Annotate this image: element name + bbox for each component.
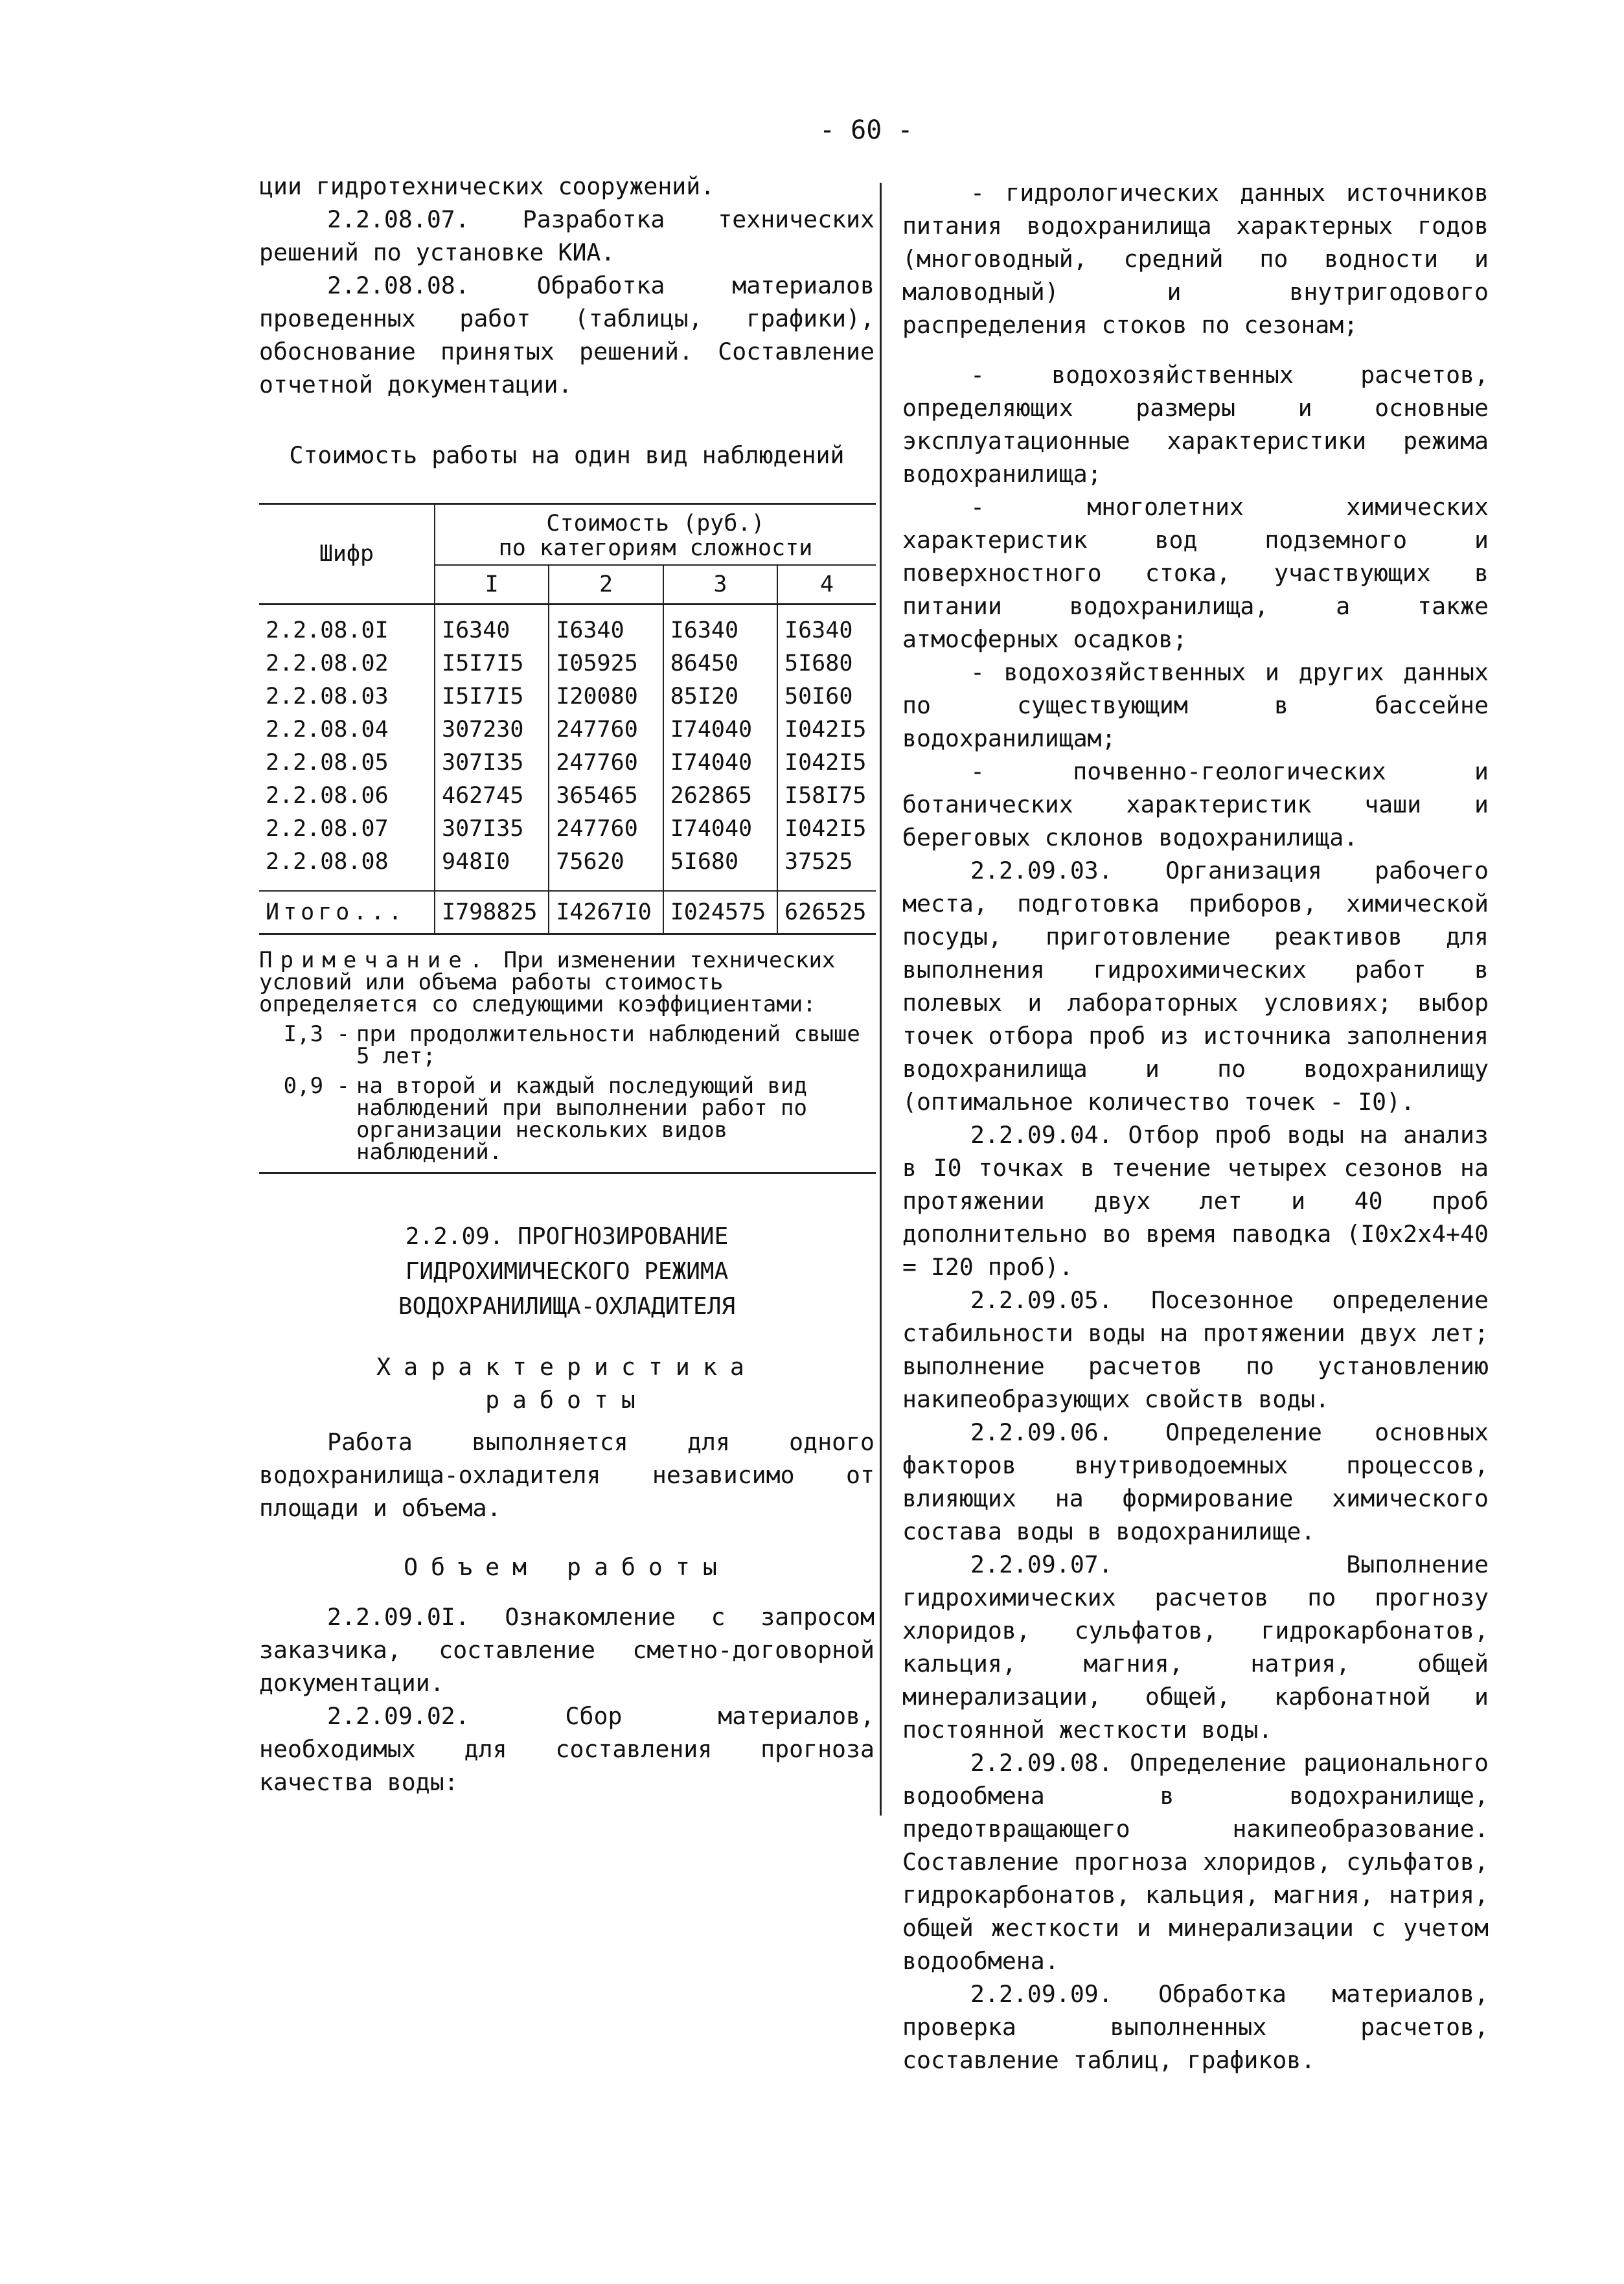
paragraph-continuation: ции гидротехнических сооружений.: [259, 172, 715, 200]
cell-value: 462745: [435, 779, 549, 813]
total-value: I798825: [435, 891, 549, 934]
header-cost-line1: Стоимость (руб.): [546, 511, 765, 536]
table-row: [259, 647, 876, 680]
section-title-line: ГИДРОХИМИЧЕСКОГО РЕЖИМА: [405, 1258, 729, 1285]
total-value: I4267I0: [549, 891, 663, 934]
table-row: [259, 813, 876, 846]
note-label: Примечание.: [259, 947, 491, 973]
header-cost: [435, 504, 876, 566]
paragraph-2-2-09-01: 2.2.09.0I. Ознакомление с запросом заказчика, составление сметно-договорной документации.: [259, 1603, 875, 1697]
row-code: 2.2.08.07: [266, 816, 389, 842]
row-code: 2.2.08.05: [266, 750, 389, 776]
cell-value: I05925: [549, 647, 663, 680]
cell-value: 307I35: [435, 746, 549, 779]
table-header-row: [259, 504, 876, 566]
cell-value: 50I60: [777, 680, 876, 713]
cost-table-wrap: [259, 503, 876, 935]
cell-value: I5I7I5: [435, 680, 549, 713]
coefficient-text: на второй и каждый последующий вид наблюдений при выполнении работ по организации нескольких видов наблюдений.: [356, 1073, 807, 1165]
row-code: 2.2.08.04: [266, 717, 389, 743]
cell-value: I042I5: [777, 746, 876, 779]
cell-value: I74040: [663, 746, 777, 779]
cell-value: I042I5: [777, 713, 876, 746]
cell-value: 75620: [549, 846, 663, 891]
cell-value: 37525: [777, 846, 876, 891]
table-row: [259, 605, 876, 648]
paragraph-2-2-09-06: 2.2.09.06. Определение основных факторов внутриводоемных процессов, влияющих на формирование химического состава воды в водохранилище.: [902, 1418, 1489, 1545]
coefficient-text: при продолжительности наблюдений свыше 5 лет;: [356, 1021, 860, 1069]
paragraph-2-2-09-09: 2.2.09.09. Обработка материалов, проверка выполненных расчетов, составление таблиц, графиков.: [902, 1980, 1489, 2074]
section-title-line: ВОДОХРАНИЛИЩА-ОХЛАДИТЕЛЯ: [398, 1293, 736, 1320]
cost-table: [259, 503, 876, 935]
note-text: При изменении технических условий или объема работы стоимость определяется со следующими коэффициентами:: [259, 947, 836, 1017]
table-row: [259, 680, 876, 713]
cell-value: I5I7I5: [435, 647, 549, 680]
row-code: 2.2.08.03: [266, 684, 389, 709]
cell-value: 307230: [435, 713, 549, 746]
paragraph-2-2-09-08: 2.2.09.08. Определение рационального водообмена в водохранилище, предотвращающего накипеобразование. Составление прогноза хлоридов, сульфатов, гидрокарбонатов, кальция, магния, натрия, общей жесткости и минерализации с учетом водообмена.: [902, 1749, 1489, 1975]
cell-value: I6340: [435, 605, 549, 648]
cell-value: 247760: [549, 813, 663, 846]
cell-value: 262865: [663, 779, 777, 813]
paragraph-2-2-08-08: 2.2.08.08. Обработка материалов проведенных работ (таблицы, графики), обоснование принятых решений. Составление отчетной документации.: [259, 271, 875, 398]
header-cat-1: I: [435, 565, 549, 605]
right-column: [902, 176, 1489, 2077]
characteristic-text: Работа выполняется для одного водохранилища-охладителя независимо от площади и объема.: [259, 1428, 875, 1522]
total-value: 626525: [777, 891, 876, 934]
bullet-chemical: - многолетних химических характеристик вод подземного и поверхностного стока, участвующих в питании водохранилища, а также атмосферных осадков;: [902, 493, 1489, 653]
table-total-row: [259, 891, 876, 934]
paragraph-2-2-09-03: 2.2.09.03. Организация рабочего места, подготовка приборов, химической посуды, приготовление реактивов для выполнения гидрохимических работ в полевых и лабораторных условиях; выбор точек отбора проб из источника заполнения водохранилища и по водохранилищу (оптимальное количество точек - I0).: [902, 857, 1489, 1116]
cell-value: I74040: [663, 813, 777, 846]
table-note: [259, 949, 875, 1174]
table-row: [259, 779, 876, 813]
cell-value: I6340: [777, 605, 876, 648]
paragraph-2-2-09-02: 2.2.09.02. Сбор материалов, необходимых для составления прогноза качества воды:: [259, 1702, 875, 1796]
bullet-hydrological: - гидрологических данных источников питания водохранилища характерных годов (многоводный, средний по водности и маловодный) и внутригодового распределения стоков по сезонам;: [902, 179, 1489, 339]
bullet-other-data: - водохозяйственных и других данных по существующим в бассейне водохранилищам;: [902, 658, 1489, 752]
cell-value: I6340: [663, 605, 777, 648]
column-divider: [880, 183, 882, 1816]
cell-value: I6340: [549, 605, 663, 648]
bullet-soil-geology: - почвенно-геологических и ботанических характеристик чаши и береговых склонов водохранилища.: [902, 757, 1489, 851]
row-code: 2.2.08.0I: [266, 617, 389, 643]
coefficient-1: [259, 1023, 875, 1067]
row-code: 2.2.08.02: [266, 651, 389, 676]
table-row: [259, 846, 876, 891]
cell-value: 5I680: [777, 647, 876, 680]
paragraph-2-2-09-07: 2.2.09.07. Выполнение гидрохимических расчетов по прогнозу хлоридов, сульфатов, гидрокарбонатов, кальция, магния, натрия, общей минерализации, общей, карбонатной и постоянной жесткости воды.: [902, 1551, 1489, 1744]
cell-value: 948I0: [435, 846, 549, 891]
cell-value: I042I5: [777, 813, 876, 846]
cell-value: 247760: [549, 713, 663, 746]
paragraph-2-2-09-05: 2.2.09.05. Посезонное определение стабильности воды на протяжении двух лет; выполнение расчетов по установлению накипеобразующих свойств воды.: [902, 1286, 1489, 1413]
heading-line: работы: [485, 1386, 648, 1414]
characteristic-heading: [259, 1350, 875, 1416]
paragraph-2-2-09-04: 2.2.09.04. Отбор проб воды на анализ в I0 точках в течение четырех сезонов на протяжении двух лет и 40 проб дополнительно во время паводка (I0x2x4+40 = I20 проб).: [902, 1121, 1489, 1281]
table-row: [259, 746, 876, 779]
coefficient-value: 0,9 -: [283, 1073, 350, 1099]
bullet-water-management: - водохозяйственных расчетов, определяющих размеры и основные эксплуатационные характеристики режима водохранилища;: [902, 361, 1489, 488]
table-caption: Стоимость работы на один вид наблюдений: [289, 441, 845, 469]
note-head: [259, 949, 875, 1015]
header-cat-2: 2: [549, 565, 663, 605]
section-title: [259, 1219, 875, 1324]
left-column: [259, 170, 875, 1799]
heading-line: Характеристика: [376, 1353, 757, 1381]
table-row: [259, 713, 876, 746]
header-cost-line2: по категориям сложности: [498, 535, 813, 561]
paragraph-2-2-08-07: 2.2.08.07. Разработка технических решений по установке КИА.: [259, 205, 875, 266]
cell-value: I20080: [549, 680, 663, 713]
cell-value: I74040: [663, 713, 777, 746]
total-value: I024575: [663, 891, 777, 934]
header-cat-4: 4: [777, 565, 876, 605]
cell-value: 247760: [549, 746, 663, 779]
coefficient-2: [259, 1075, 875, 1163]
cell-value: 85I20: [663, 680, 777, 713]
header-cat-3: 3: [663, 565, 777, 605]
volume-heading: Объем работы: [404, 1553, 730, 1581]
total-label: Итого...: [259, 891, 435, 934]
row-code: 2.2.08.08: [266, 849, 389, 875]
section-title-line: 2.2.09. ПРОГНОЗИРОВАНИЕ: [405, 1223, 729, 1250]
note-rule: [259, 1172, 876, 1174]
cell-value: I58I75: [777, 779, 876, 813]
cell-value: 5I680: [663, 846, 777, 891]
row-code: 2.2.08.06: [266, 783, 389, 809]
cell-value: 86450: [663, 647, 777, 680]
cell-value: 307I35: [435, 813, 549, 846]
page-number: - 60 -: [819, 115, 913, 145]
header-code: Шифр: [259, 504, 435, 605]
cell-value: 365465: [549, 779, 663, 813]
coefficient-value: I,3 -: [283, 1021, 350, 1047]
